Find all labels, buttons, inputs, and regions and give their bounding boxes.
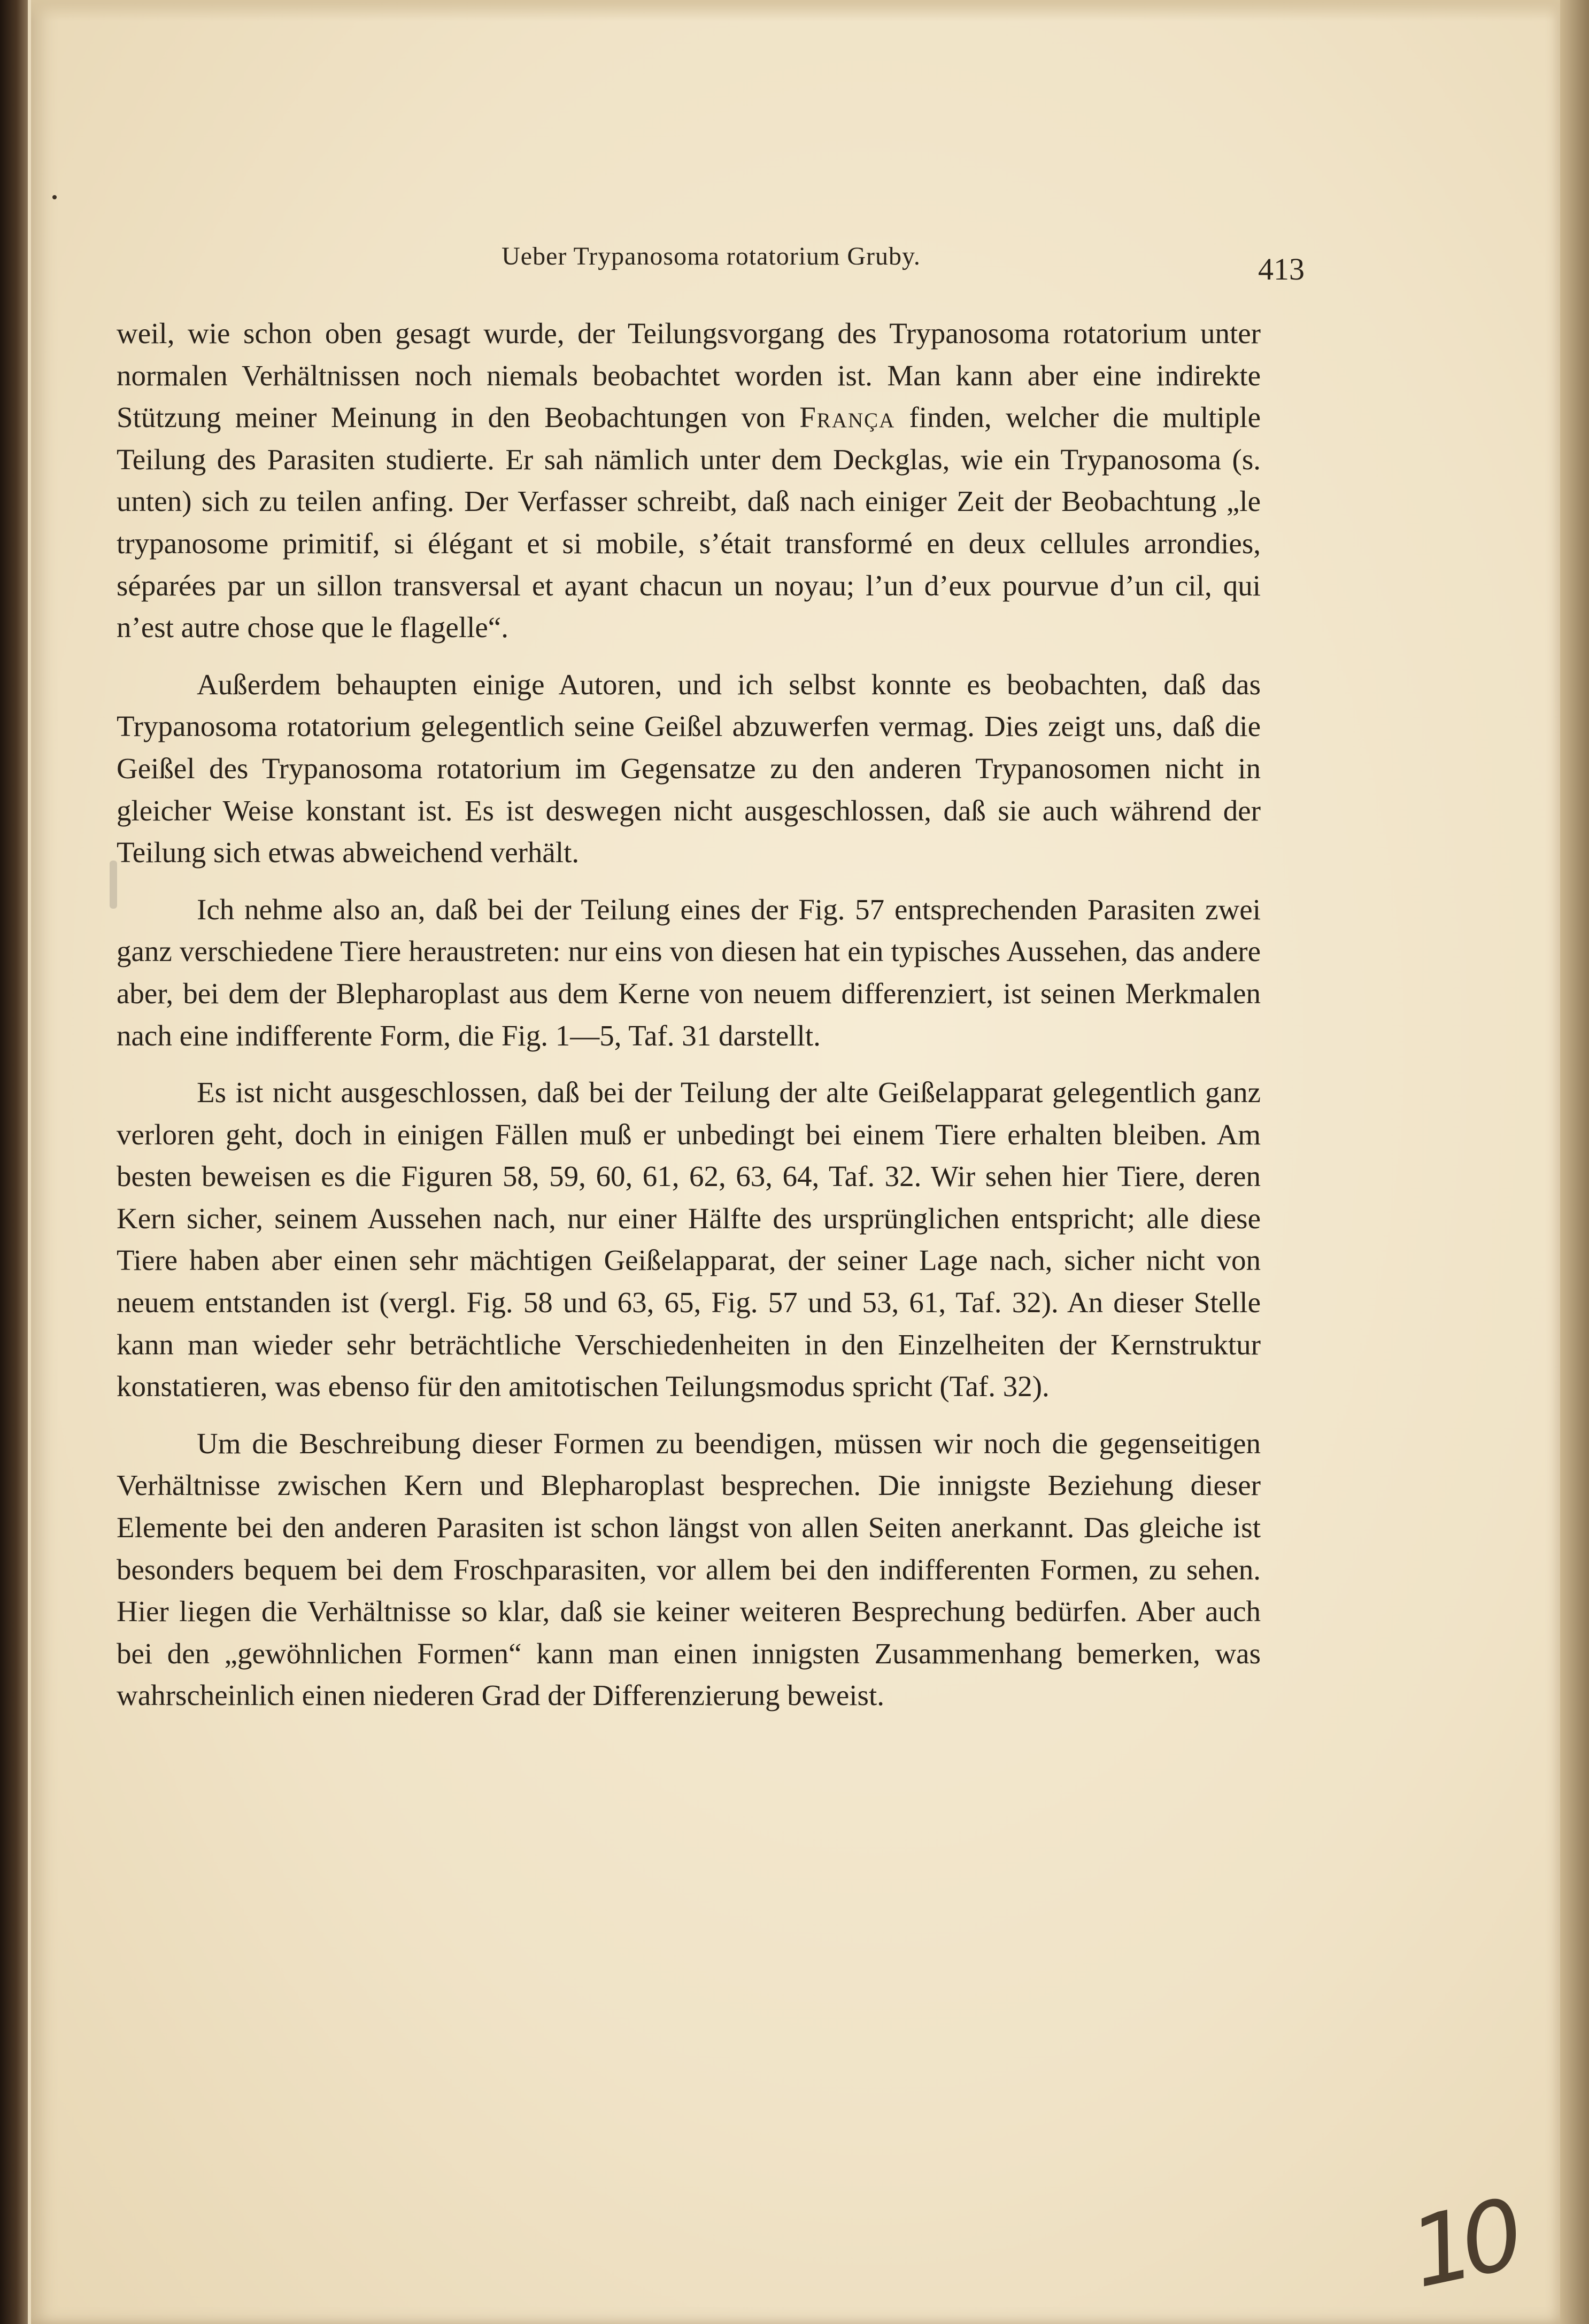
paragraph-1-text-a: weil, wie schon oben gesagt wurde, der Teilungsvorgang des Trypanosoma rotatorium unter normalen Verhältnissen noch niemals beobachtet worden ist. Man kann aber eine indirekte Stützung meiner Meinung in den Beobachtungen von <box>117 317 1261 434</box>
page-right-edge <box>1560 0 1589 2324</box>
paragraph-4-text: Es ist nicht ausgeschlossen, daß bei der Teilung der alte Geißelapparat gelegentlich ganz verloren geht, doch in einigen Fällen muß er unbedingt bei einem Tiere erhalten bleiben. Am besten beweisen es die Figuren 58, 59, 60, 61, 62, 63, 64, Taf. 32. Wir sehen hier Tiere, deren Kern sicher, seinem Aussehen nach, nur einer Hälfte des ursprünglichen entspricht; alle diese Tiere haben aber einen sehr mächtigen Geißelapparat, der seiner Lage nach, sicher nicht von neuem entstanden ist (vergl. Fig. 58 und 63, 65, Fig. 57 und 53, 61, Taf. 32). An dieser Stelle kann man wieder sehr beträchtliche Verschiedenheiten in den Einzelheiten der Kernstruktur konstatieren, was ebenso für den amitotischen Teilungsmodus spricht (Taf. 32). <box>117 1076 1261 1403</box>
paragraph-2-text: Außerdem behaupten einige Autoren, und ich selbst konnte es beobachten, daß das Trypanosoma rotatorium gelegentlich seine Geißel abzuwerfen vermag. Dies zeigt uns, daß die Geißel des Trypanosoma rotatorium im Gegensatze zu den anderen Trypanosomen nicht in gleicher Weise konstant ist. Es ist deswegen nicht ausgeschlossen, daß sie auch während der Teilung sich etwas abweichend verhält. <box>117 668 1261 869</box>
paragraph-5 <box>117 1423 1261 1717</box>
body-text <box>117 313 1261 1732</box>
page-header <box>118 242 1305 284</box>
page-top-shadow <box>31 0 1560 21</box>
paragraph-1-text-b: finden, welcher die multiple Teilung des Parasiten studierte. Er sah nämlich unter dem Deckglas, wie ein Trypanosoma (s. unten) sich zu teilen anfing. Der Verfasser schreibt, daß nach einiger Zeit der Beobachtung „le trypanosome primitif, si élégant et si mobile, s’était transformé en deux cellules arrondies, séparées par un sillon transversal et ayant chacun un noyau; l’un d’eux pourvue d’un cil, qui n’est autre chose que le flagelle“. <box>117 401 1261 644</box>
handwritten-folio-number: 10 <box>1401 2179 1523 2310</box>
paragraph-5-text: Um die Beschreibung dieser Formen zu beendigen, müssen wir noch die gegenseitigen Verhältnisse zwischen Kern und Blepharoplast besprechen. Die innigste Beziehung dieser Elemente bei den anderen Parasiten ist schon längst von allen Seiten anerkannt. Das gleiche ist besonders bequem bei dem Froschparasiten, vor allem bei den indifferenten Formen, zu sehen. Hier liegen die Verhältnisse so klar, daß sie keiner weiteren Besprechung bedürfen. Aber auch bei den „gewöhnlichen Formen“ kann man einen innigsten Zusammenhang bemerken, was wahrscheinlich einen niederen Grad der Differenzierung beweist. <box>117 1427 1261 1712</box>
paragraph-3-text: Ich nehme also an, daß bei der Teilung eines der Fig. 57 entsprechenden Parasiten zwei ganz verschiedene Tiere heraustreten: nur eins von diesen hat ein typisches Aussehen, das andere aber, bei dem der Blepharoplast aus dem Kerne von neuem differenziert, ist seinen Merkmalen nach eine indifferente Form, die Fig. 1—5, Taf. 31 darstellt. <box>117 893 1261 1052</box>
page-number: 413 <box>1258 252 1305 286</box>
paragraph-2 <box>117 664 1261 874</box>
paragraph-3 <box>117 889 1261 1057</box>
page-smudge <box>110 861 117 909</box>
paragraph-1 <box>117 313 1261 649</box>
paragraph-4 <box>117 1072 1261 1408</box>
ink-speck <box>52 195 57 199</box>
scanner-background-left <box>0 0 28 2324</box>
running-head: Ueber Trypanosoma rotatorium Gruby. <box>502 242 921 270</box>
author-name-franca: França <box>799 401 896 434</box>
